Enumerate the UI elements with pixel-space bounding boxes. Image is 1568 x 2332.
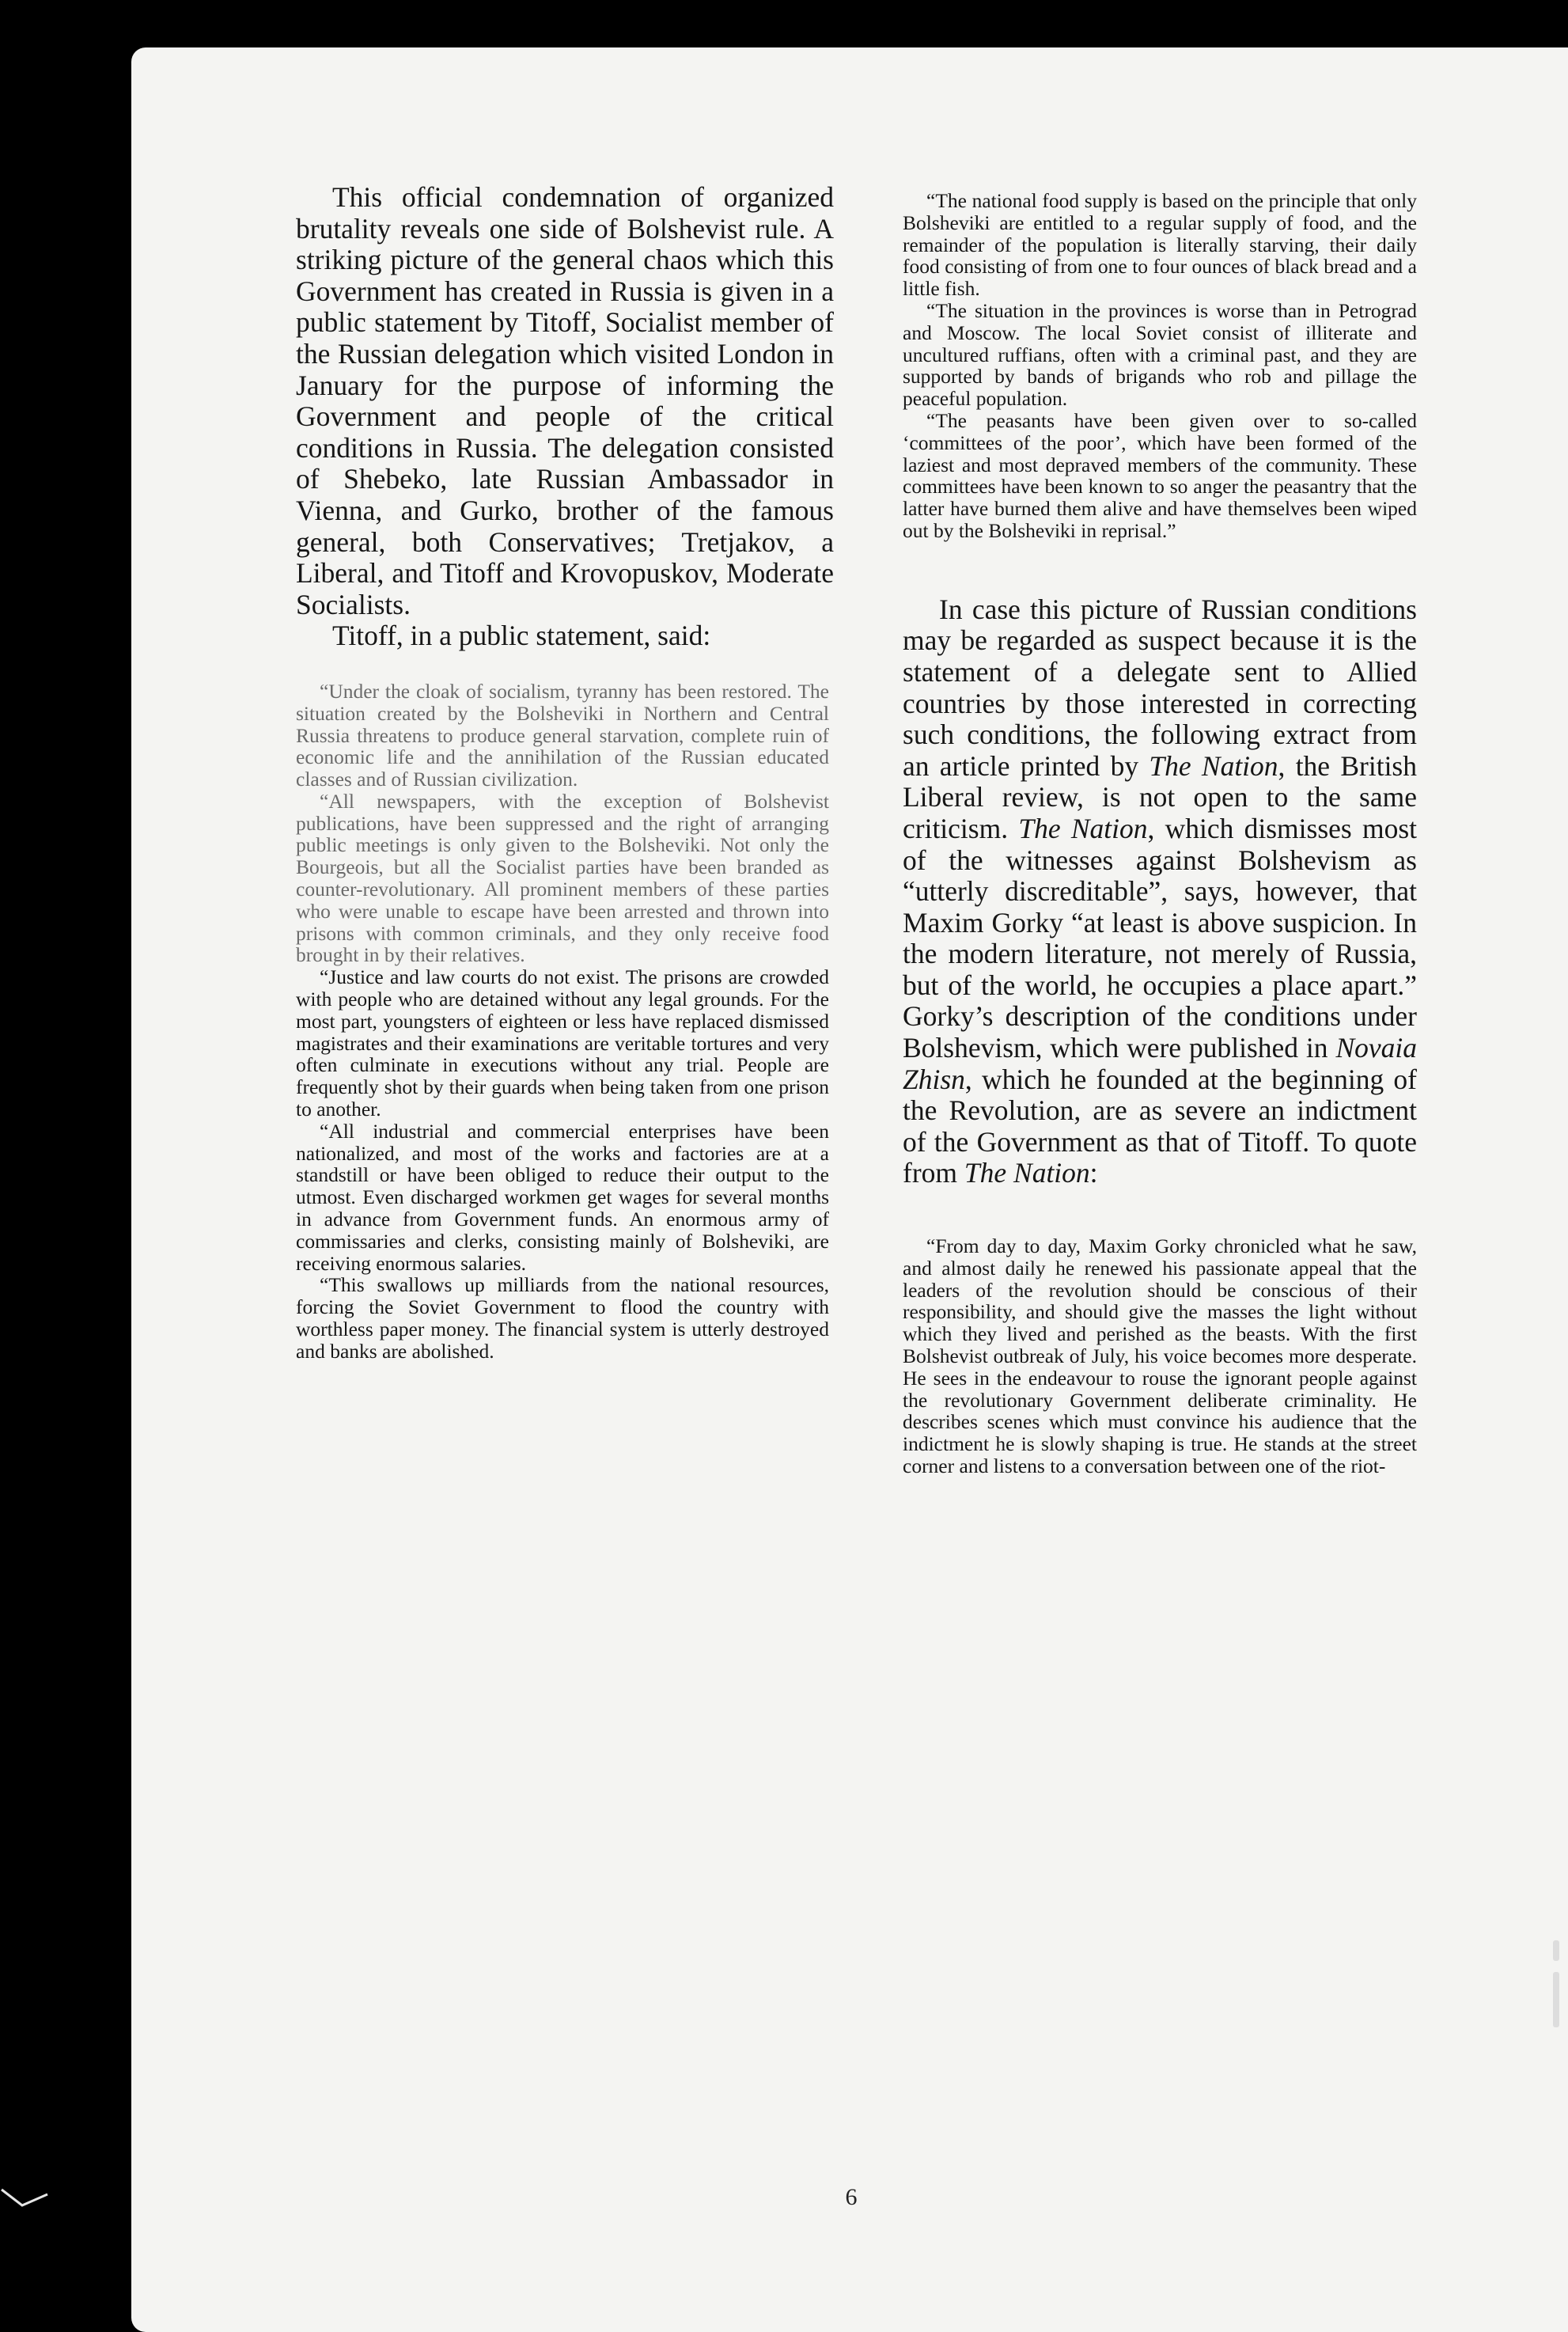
quote-paragraph: “Justice and law courts do not exist. The prisons are crowded with people who are detained without any legal grounds. For the most part, youngsters of eighteen or less have replaced dismissed magistrates and their examinations are veritable tortures and very often culminate in executions without any trial. People are frequently shot by their guards when being taken from one prison to another.	[296, 965, 829, 1121]
publication-title: The Nation	[1149, 749, 1278, 782]
document-page	[131, 47, 1568, 2332]
middle-paragraph	[903, 594, 1417, 1189]
text-run: In case this picture of Russian conditions may be regarded as suspect because it is the statement of a delegate sent to Allied countries by those interested in correcting such conditions, the following extract from an article printed by	[903, 593, 1417, 782]
quote-paragraph: “Under the cloak of socialism, tyranny has been restored. The situation created by the Bolsheviki in Northern and Central Russia threatens to produce general starvation, complete ruin of economic life and the annihilation of the Russian educated classes and of Russian civilization.	[296, 679, 829, 791]
quote-paragraph: “The situation in the provinces is worse than in Petrograd and Moscow. The local Soviet consist of illiterate and uncultured ruffians, often with a criminal past, and they are supported by bands of brigands who rob and pillage the peaceful population.	[903, 298, 1417, 411]
scan-edge-mark	[1553, 1940, 1559, 1961]
quote-paragraph: “This swallows up milliards from the national resources, forcing the Soviet Government to flood the country with worthless paper money. The financial system is utterly destroyed and banks are abolished.	[296, 1273, 829, 1363]
text-run: , which dismisses most of the witnesses against Bolshevism as “utterly discreditable”, says, however, that Maxim Gorky “at least is above suspicion. In the modern literature, not merely of Russia, but of the world, he occupies a place apart.” Gorky’s description of the conditions under Bolshevism, which were published in	[903, 812, 1418, 1064]
scan-corner-mark	[0, 2182, 55, 2229]
titoff-quote-continued	[903, 190, 1417, 542]
quote-paragraph: “All industrial and commercial enterprises have been nationalized, and most of the works and factories are at a standstill or have been obliged to reduce their output to the utmost. Even discharged workmen get wages for several months in advance from Government funds. An enormous army of commissaries and clerks, consisting mainly of Bolsheviki, are receiving enormous salaries.	[296, 1119, 829, 1275]
text-run: , the British Liberal review, is not open to the same criticism.	[903, 749, 1417, 844]
text-run: , which he founded at the beginning of the Revolution, are as severe an indictment of the Government as that of Titoff. To quote from	[903, 1063, 1417, 1189]
titoff-quote-block	[296, 681, 834, 1363]
page-number: 6	[845, 2184, 858, 2210]
quote-paragraph: “The national food supply is based on the principle that only Bolsheviki are entitled to a regular supply of food, and the remainder of the population is literally starving, their daily food consisting of from one to four ounces of black bread and a little fish.	[903, 189, 1417, 301]
quote-paragraph: “All newspapers, with the exception of Bolshevist publications, have been suppressed and the right of arranging public meetings is only given to the Bolsheviki. Not only the Bourgeois, but all the Socialist parties have been branded as counter-revolutionary. All prominent members of these parties who were unable to escape have been arrested and thrown into prisons with common criminals, and they only receive food brought in by their relatives.	[296, 789, 829, 967]
publication-title: Novaia Zhisn	[903, 1032, 1417, 1095]
quote-paragraph: “The peasants have been given over to so-called ‘committees of the poor’, which have been formed of the laziest and most depraved members of the community. These committees have been known to so anger the peasantry that the latter have burned them alive and have themselves been wiped out by the Bolsheviki in reprisal.”	[903, 408, 1417, 542]
right-column	[903, 190, 1417, 1477]
text-run: :	[1089, 1157, 1098, 1189]
intro-paragraph: This official condemnation of organized brutality reveals one side of Bolshevist rule. A striking picture of the general chaos which this Government has created in Russia is given in a public statement by Titoff, Socialist member of the Russian delegation which visited London in January for the purpose of informing the Government and people of the critical conditions in Russia. The delegation consisted of Shebeko, late Russian Ambassador in Vienna, and Gurko, brother of the famous general, both Conservatives; Tretjakov, a Liberal, and Titoff and Krovopuskov, Moderate Socialists.	[296, 181, 834, 620]
statement-intro: Titoff, in a public statement, said:	[332, 620, 711, 652]
publication-title: The Nation	[1018, 812, 1148, 844]
left-column	[296, 182, 834, 1363]
scan-edge-mark	[1553, 1972, 1559, 2027]
gorky-quote: “From day to day, Maxim Gorky chronicled what he saw, and almost daily he renewed his passionate appeal that the leaders of the revolution should be conscious of their responsibility, and should give the masses the light without which they lived and perished as the beasts. With the first Bolshevist outbreak of July, his voice becomes more desperate. He sees in the endeavour to rouse the ignorant people against the revolutionary Government deliberate criminality. He describes scenes which must convince his audience that the indictment he is slowly shaping is true. He stands at the street corner and listens to a conversation between one of the riot-	[903, 1234, 1417, 1477]
publication-title: The Nation	[964, 1157, 1090, 1189]
